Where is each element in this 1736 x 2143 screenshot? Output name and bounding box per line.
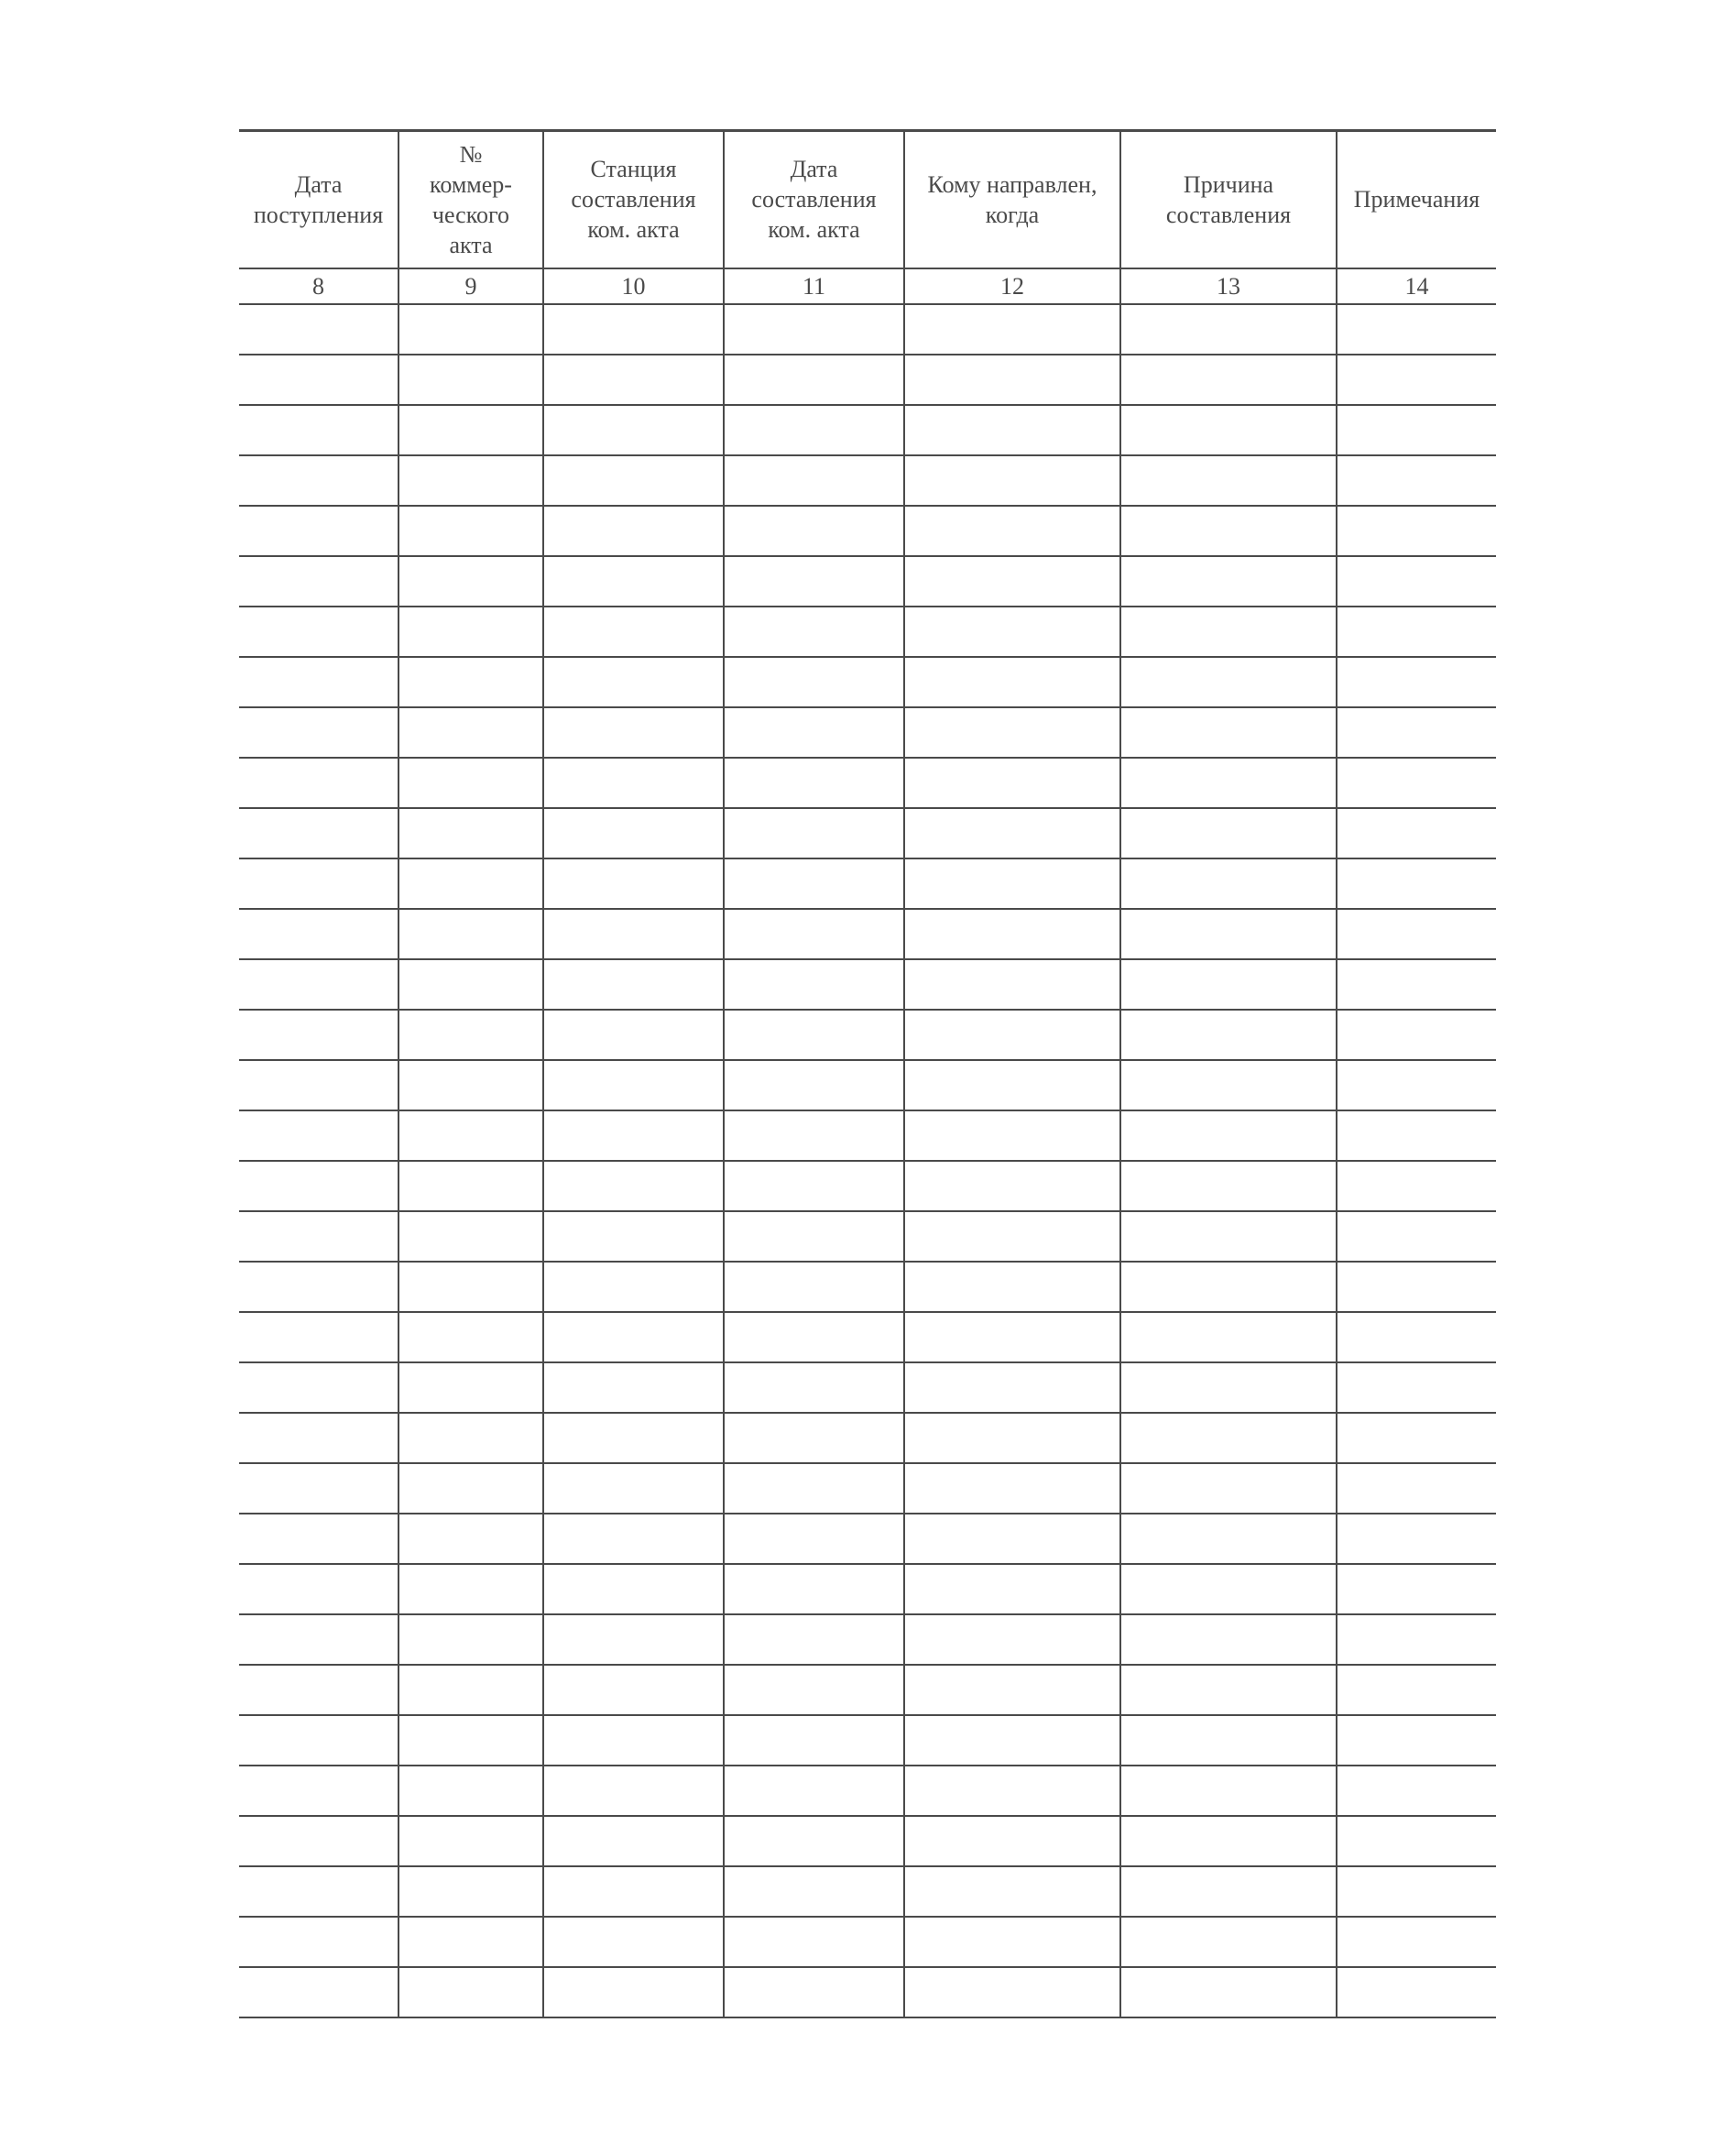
column-number: 14	[1337, 268, 1496, 304]
table-cell[interactable]	[904, 1463, 1120, 1514]
table-cell[interactable]	[904, 355, 1120, 405]
table-row	[239, 1866, 1496, 1917]
table-cell[interactable]	[724, 909, 904, 959]
table-cell[interactable]	[1120, 1967, 1337, 2017]
table-cell[interactable]	[1120, 1614, 1337, 1665]
table-cell[interactable]	[1120, 1816, 1337, 1866]
table-cell[interactable]	[239, 607, 399, 657]
table-cell[interactable]	[543, 455, 724, 506]
table-cell[interactable]	[239, 1362, 399, 1413]
table-cell[interactable]	[399, 405, 543, 455]
table-cell[interactable]	[543, 959, 724, 1010]
table-row	[239, 1211, 1496, 1262]
table-cell[interactable]	[1337, 304, 1496, 355]
table-cell[interactable]	[399, 355, 543, 405]
table-cell[interactable]	[239, 808, 399, 858]
table-row	[239, 1362, 1496, 1413]
table-cell[interactable]	[1120, 959, 1337, 1010]
table-cell[interactable]	[399, 1715, 543, 1766]
table-cell[interactable]	[399, 909, 543, 959]
table-cell[interactable]	[399, 304, 543, 355]
table-cell[interactable]	[543, 1463, 724, 1514]
table-cell[interactable]	[1120, 1161, 1337, 1211]
table-cell[interactable]	[1337, 1917, 1496, 1967]
table-cell[interactable]	[1120, 304, 1337, 355]
table-cell[interactable]	[399, 1967, 543, 2017]
column-number: 12	[904, 268, 1120, 304]
table-cell[interactable]	[724, 1866, 904, 1917]
table-cell[interactable]	[904, 1362, 1120, 1413]
table-cell[interactable]	[724, 1665, 904, 1715]
table-cell[interactable]	[904, 607, 1120, 657]
table-cell[interactable]	[904, 405, 1120, 455]
table-cell[interactable]	[904, 1866, 1120, 1917]
table-cell[interactable]	[904, 556, 1120, 607]
column-header-notes: Примечания	[1337, 131, 1496, 268]
column-number: 9	[399, 268, 543, 304]
table-cell[interactable]	[1120, 1312, 1337, 1362]
table-cell[interactable]	[1337, 1110, 1496, 1161]
table-cell[interactable]	[543, 1362, 724, 1413]
table-cell[interactable]	[239, 1665, 399, 1715]
table-cell[interactable]	[543, 1816, 724, 1866]
table-cell[interactable]	[1337, 1262, 1496, 1312]
table-cell[interactable]	[1337, 858, 1496, 909]
table-cell[interactable]	[1337, 1312, 1496, 1362]
table-cell[interactable]	[239, 1967, 399, 2017]
table-cell[interactable]	[904, 1614, 1120, 1665]
table-cell[interactable]	[543, 1866, 724, 1917]
table-cell[interactable]	[399, 506, 543, 556]
table-cell[interactable]	[239, 1110, 399, 1161]
table-cell[interactable]	[1337, 1010, 1496, 1060]
table-cell[interactable]	[724, 405, 904, 455]
table-cell[interactable]	[543, 1917, 724, 1967]
table-row	[239, 1312, 1496, 1362]
table-cell[interactable]	[399, 1917, 543, 1967]
table-cell[interactable]	[239, 1564, 399, 1614]
column-number-row	[239, 268, 1496, 304]
header-row	[239, 131, 1496, 268]
table-cell[interactable]	[1337, 1161, 1496, 1211]
table-cell[interactable]	[239, 1866, 399, 1917]
table-cell[interactable]	[399, 808, 543, 858]
table-cell[interactable]	[1120, 1665, 1337, 1715]
table-header	[239, 131, 1496, 304]
table-cell[interactable]	[904, 506, 1120, 556]
table-cell[interactable]	[399, 1816, 543, 1866]
table-cell[interactable]	[904, 1110, 1120, 1161]
table-cell[interactable]	[399, 758, 543, 808]
table-cell[interactable]	[399, 1362, 543, 1413]
table-cell[interactable]	[399, 1161, 543, 1211]
table-cell[interactable]	[1337, 657, 1496, 707]
table-row	[239, 405, 1496, 455]
table-row	[239, 1262, 1496, 1312]
table-cell[interactable]	[543, 506, 724, 556]
table-cell[interactable]	[724, 455, 904, 506]
table-cell[interactable]	[543, 1060, 724, 1110]
table-cell[interactable]	[724, 1463, 904, 1514]
table-cell[interactable]	[724, 1514, 904, 1564]
table-cell[interactable]	[239, 1312, 399, 1362]
table-row	[239, 1413, 1496, 1463]
table-cell[interactable]	[239, 1211, 399, 1262]
table-cell[interactable]	[239, 1010, 399, 1060]
table-cell[interactable]	[724, 1161, 904, 1211]
table-cell[interactable]	[239, 1413, 399, 1463]
table-cell[interactable]	[239, 909, 399, 959]
table-cell[interactable]	[1337, 1715, 1496, 1766]
table-cell[interactable]	[543, 405, 724, 455]
table-row	[239, 1614, 1496, 1665]
table-cell[interactable]	[724, 1917, 904, 1967]
table-cell[interactable]	[1120, 1110, 1337, 1161]
table-cell[interactable]	[543, 304, 724, 355]
table-cell[interactable]	[239, 1060, 399, 1110]
table-cell[interactable]	[239, 455, 399, 506]
table-cell[interactable]	[1120, 1917, 1337, 1967]
table-cell[interactable]	[1120, 657, 1337, 707]
table-cell[interactable]	[1120, 1262, 1337, 1312]
table-cell[interactable]	[1337, 959, 1496, 1010]
table-cell[interactable]	[543, 556, 724, 607]
table-cell[interactable]	[239, 657, 399, 707]
table-cell[interactable]	[1120, 858, 1337, 909]
table-cell[interactable]	[724, 506, 904, 556]
table-cell[interactable]	[239, 1766, 399, 1816]
table-cell[interactable]	[1120, 1413, 1337, 1463]
column-header-sent-to: Кому направлен, когда	[904, 131, 1120, 268]
table-cell[interactable]	[543, 909, 724, 959]
table-cell[interactable]	[399, 1866, 543, 1917]
table-cell[interactable]	[1120, 1463, 1337, 1514]
table-cell[interactable]	[399, 858, 543, 909]
table-cell[interactable]	[239, 1161, 399, 1211]
table-cell[interactable]	[1337, 1564, 1496, 1614]
table-cell[interactable]	[904, 1262, 1120, 1312]
table-cell[interactable]	[543, 1665, 724, 1715]
table-cell[interactable]	[399, 1262, 543, 1312]
table-cell[interactable]	[1337, 1514, 1496, 1564]
table-cell[interactable]	[399, 556, 543, 607]
table-cell[interactable]	[1120, 607, 1337, 657]
table-row	[239, 304, 1496, 355]
table-cell[interactable]	[1337, 1614, 1496, 1665]
table-cell[interactable]	[239, 858, 399, 909]
table-cell[interactable]	[543, 1514, 724, 1564]
table-cell[interactable]	[904, 1715, 1120, 1766]
table-cell[interactable]	[724, 304, 904, 355]
table-cell[interactable]	[904, 1665, 1120, 1715]
table-cell[interactable]	[399, 607, 543, 657]
table-cell[interactable]	[724, 1010, 904, 1060]
table-cell[interactable]	[1337, 607, 1496, 657]
table-row	[239, 1110, 1496, 1161]
table-row	[239, 1715, 1496, 1766]
table-cell[interactable]	[239, 758, 399, 808]
table-cell[interactable]	[543, 1766, 724, 1816]
table-cell[interactable]	[904, 1060, 1120, 1110]
table-cell[interactable]	[724, 758, 904, 808]
table-cell[interactable]	[399, 1211, 543, 1262]
column-header-station: Станция составления ком. акта	[543, 131, 724, 268]
table-cell[interactable]	[543, 355, 724, 405]
table-row	[239, 556, 1496, 607]
table-row	[239, 455, 1496, 506]
table-row	[239, 909, 1496, 959]
table-cell[interactable]	[239, 506, 399, 556]
table-cell[interactable]	[399, 657, 543, 707]
table-cell[interactable]	[1120, 1514, 1337, 1564]
table-cell[interactable]	[1120, 1715, 1337, 1766]
table-row	[239, 1161, 1496, 1211]
table-cell[interactable]	[239, 355, 399, 405]
table-cell[interactable]	[1120, 758, 1337, 808]
table-row	[239, 1514, 1496, 1564]
table-cell[interactable]	[724, 1262, 904, 1312]
table-cell[interactable]	[1120, 556, 1337, 607]
table-cell[interactable]	[904, 304, 1120, 355]
table-body	[239, 304, 1496, 2017]
table-cell[interactable]	[724, 1766, 904, 1816]
table-cell[interactable]	[239, 556, 399, 607]
table-cell[interactable]	[1337, 1463, 1496, 1514]
table-row	[239, 1060, 1496, 1110]
table-cell[interactable]	[239, 1816, 399, 1866]
table-cell[interactable]	[904, 707, 1120, 758]
table-cell[interactable]	[1337, 556, 1496, 607]
table-cell[interactable]	[904, 1161, 1120, 1211]
table-cell[interactable]	[399, 1514, 543, 1564]
table-cell[interactable]	[724, 607, 904, 657]
table-cell[interactable]	[543, 707, 724, 758]
table-cell[interactable]	[904, 858, 1120, 909]
table-cell[interactable]	[543, 1967, 724, 2017]
table-cell[interactable]	[239, 1917, 399, 1967]
table-cell[interactable]	[904, 1413, 1120, 1463]
table-cell[interactable]	[904, 1917, 1120, 1967]
table-cell[interactable]	[904, 1766, 1120, 1816]
table-cell[interactable]	[904, 909, 1120, 959]
table-cell[interactable]	[543, 808, 724, 858]
column-number: 8	[239, 268, 399, 304]
table-cell[interactable]	[543, 1211, 724, 1262]
table-cell[interactable]	[904, 959, 1120, 1010]
column-number: 13	[1120, 268, 1337, 304]
table-cell[interactable]	[724, 1211, 904, 1262]
table-cell[interactable]	[1337, 1816, 1496, 1866]
table-cell[interactable]	[399, 1564, 543, 1614]
table-cell[interactable]	[399, 1060, 543, 1110]
column-number: 11	[724, 268, 904, 304]
table-cell[interactable]	[1120, 808, 1337, 858]
table-cell[interactable]	[1337, 455, 1496, 506]
table-cell[interactable]	[1337, 1060, 1496, 1110]
table-cell[interactable]	[724, 1564, 904, 1614]
table-cell[interactable]	[399, 1614, 543, 1665]
table-cell[interactable]	[1337, 1362, 1496, 1413]
table-row	[239, 959, 1496, 1010]
table-cell[interactable]	[1337, 405, 1496, 455]
table-row	[239, 1766, 1496, 1816]
table-row	[239, 1917, 1496, 1967]
table-cell[interactable]	[543, 1312, 724, 1362]
table-cell[interactable]	[543, 858, 724, 909]
table-cell[interactable]	[724, 355, 904, 405]
table-cell[interactable]	[239, 304, 399, 355]
table-cell[interactable]	[724, 1816, 904, 1866]
table-cell[interactable]	[724, 1413, 904, 1463]
table-cell[interactable]	[399, 1463, 543, 1514]
table-cell[interactable]	[1120, 455, 1337, 506]
table-cell[interactable]	[904, 758, 1120, 808]
table-row	[239, 607, 1496, 657]
table-cell[interactable]	[1120, 506, 1337, 556]
table-cell[interactable]	[1120, 707, 1337, 758]
table-cell[interactable]	[239, 1463, 399, 1514]
table-cell[interactable]	[1337, 1413, 1496, 1463]
table-cell[interactable]	[399, 455, 543, 506]
table-cell[interactable]	[543, 1564, 724, 1614]
table-cell[interactable]	[1337, 1967, 1496, 2017]
table-cell[interactable]	[1120, 1866, 1337, 1917]
table-cell[interactable]	[239, 405, 399, 455]
table-cell[interactable]	[724, 1614, 904, 1665]
table-cell[interactable]	[1337, 506, 1496, 556]
table-cell[interactable]	[1337, 707, 1496, 758]
column-number: 10	[543, 268, 724, 304]
table-cell[interactable]	[724, 1110, 904, 1161]
table-cell[interactable]	[1120, 909, 1337, 959]
table-cell[interactable]	[1120, 1060, 1337, 1110]
table-row	[239, 1967, 1496, 2017]
table-cell[interactable]	[399, 1413, 543, 1463]
table-cell[interactable]	[1120, 1010, 1337, 1060]
table-cell[interactable]	[1337, 909, 1496, 959]
table-cell[interactable]	[543, 607, 724, 657]
table-row	[239, 355, 1496, 405]
table-cell[interactable]	[399, 1665, 543, 1715]
column-header-receipt-date: Дата поступления	[239, 131, 399, 268]
table-cell[interactable]	[543, 1715, 724, 1766]
table-row	[239, 1010, 1496, 1060]
table-cell[interactable]	[239, 707, 399, 758]
table-cell[interactable]	[399, 707, 543, 758]
table-cell[interactable]	[1337, 758, 1496, 808]
table-cell[interactable]	[239, 1514, 399, 1564]
table-cell[interactable]	[543, 1010, 724, 1060]
table-cell[interactable]	[724, 1312, 904, 1362]
table-cell[interactable]	[724, 556, 904, 607]
table-cell[interactable]	[543, 1110, 724, 1161]
table-cell[interactable]	[239, 1715, 399, 1766]
column-header-reason: Причина составления	[1120, 131, 1337, 268]
table-cell[interactable]	[1337, 1665, 1496, 1715]
table-row	[239, 858, 1496, 909]
table-cell[interactable]	[1337, 808, 1496, 858]
table-row	[239, 1463, 1496, 1514]
table-row	[239, 506, 1496, 556]
table-cell[interactable]	[904, 1312, 1120, 1362]
table-row	[239, 1816, 1496, 1866]
table-cell[interactable]	[724, 1362, 904, 1413]
table-cell[interactable]	[543, 657, 724, 707]
table-cell[interactable]	[724, 1967, 904, 2017]
table-cell[interactable]	[543, 1262, 724, 1312]
table-cell[interactable]	[904, 1816, 1120, 1866]
table-row	[239, 657, 1496, 707]
table-cell[interactable]	[904, 657, 1120, 707]
table-cell[interactable]	[904, 1564, 1120, 1614]
table-cell[interactable]	[724, 657, 904, 707]
table-row	[239, 808, 1496, 858]
table-row	[239, 1665, 1496, 1715]
table-cell[interactable]	[904, 1010, 1120, 1060]
register-table	[239, 129, 1496, 2018]
table-cell[interactable]	[724, 1715, 904, 1766]
table-cell[interactable]	[1120, 1211, 1337, 1262]
table-cell[interactable]	[724, 1060, 904, 1110]
table-cell[interactable]	[543, 1614, 724, 1665]
table-cell[interactable]	[1120, 1362, 1337, 1413]
table-cell[interactable]	[399, 1766, 543, 1816]
table-cell[interactable]	[239, 959, 399, 1010]
table-cell[interactable]	[1337, 1866, 1496, 1917]
table-cell[interactable]	[1337, 1211, 1496, 1262]
table-cell[interactable]	[904, 455, 1120, 506]
table-cell[interactable]	[399, 1010, 543, 1060]
table-row	[239, 1564, 1496, 1614]
table-cell[interactable]	[543, 1161, 724, 1211]
table-cell[interactable]	[904, 1967, 1120, 2017]
table-cell[interactable]	[1337, 1766, 1496, 1816]
table-cell[interactable]	[1120, 355, 1337, 405]
table-cell[interactable]	[1120, 405, 1337, 455]
table-cell[interactable]	[399, 1312, 543, 1362]
table-cell[interactable]	[1120, 1766, 1337, 1816]
table-cell[interactable]	[543, 1413, 724, 1463]
table-cell[interactable]	[724, 808, 904, 858]
table-cell[interactable]	[904, 1514, 1120, 1564]
table-cell[interactable]	[239, 1262, 399, 1312]
table-row	[239, 758, 1496, 808]
table-cell[interactable]	[399, 1110, 543, 1161]
table-cell[interactable]	[239, 1614, 399, 1665]
column-header-act-date: Дата составления ком. акта	[724, 131, 904, 268]
table-cell[interactable]	[724, 858, 904, 909]
table-cell[interactable]	[399, 959, 543, 1010]
table-cell[interactable]	[1120, 1564, 1337, 1614]
table-cell[interactable]	[904, 808, 1120, 858]
table-cell[interactable]	[543, 758, 724, 808]
table-cell[interactable]	[904, 1211, 1120, 1262]
table-cell[interactable]	[724, 959, 904, 1010]
column-header-act-number: № коммер- ческого акта	[399, 131, 543, 268]
table-row	[239, 707, 1496, 758]
table-cell[interactable]	[724, 707, 904, 758]
table-cell[interactable]	[1337, 355, 1496, 405]
